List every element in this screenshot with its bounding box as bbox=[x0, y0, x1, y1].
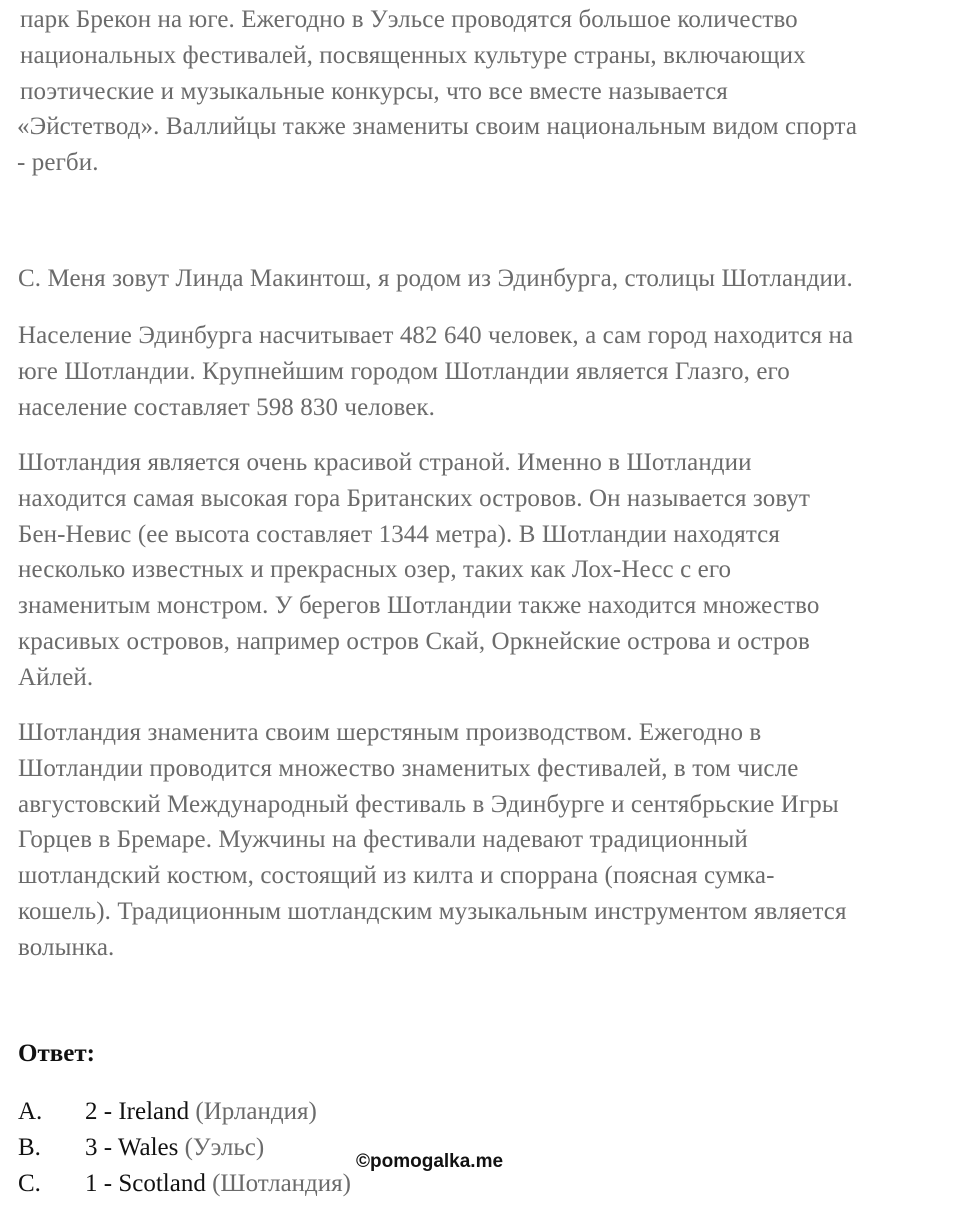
text-line: кошель). Традиционным шотландским музыкальным инструментом является bbox=[18, 897, 847, 925]
text-line: С. Меня зовут Линда Макинтош, я родом из Эдинбурга, столицы Шотландии. bbox=[18, 265, 853, 292]
text-line: Айлей. bbox=[18, 663, 94, 691]
text-line: волынка. bbox=[18, 933, 115, 961]
paragraph-scotland-culture bbox=[18, 715, 943, 966]
answer-letter: A. bbox=[18, 1098, 43, 1125]
text-line: Шотландия знаменита своим шерстяным производством. Ежегодно в bbox=[18, 719, 762, 746]
text-line: знаменитым монстром. У берегов Шотландии также находится множество bbox=[18, 592, 820, 620]
text-line: Горцев в Бремаре. Мужчины на фестивали надевают традиционный bbox=[18, 826, 748, 854]
text-line: Население Эдинбурга насчитывает 482 640 человек, а сам город находится на bbox=[18, 322, 854, 349]
answer-list bbox=[18, 1094, 351, 1202]
text-line: - регби. bbox=[17, 149, 99, 177]
answer-text: 1 - Scotland bbox=[85, 1170, 206, 1197]
text-line: юге Шотландии. Крупнейшим городом Шотландии является Глазго, его bbox=[18, 357, 790, 385]
answer-letter: B. bbox=[18, 1134, 41, 1161]
text-line: «Эйстетвод». Валлийцы также знамениты своим национальным видом спорта bbox=[17, 113, 858, 141]
watermark-text: ©pomogalka.me bbox=[356, 1151, 504, 1172]
text-line: августовский Международный фестиваль в Эдинбурге и сентябрьские Игры bbox=[18, 790, 839, 818]
text-line: национальных фестивалей, посвященных культуре страны, включающих bbox=[20, 41, 806, 69]
answer-heading: Ответ: bbox=[18, 1040, 95, 1067]
text-line: поэтические и музыкальные конкурсы, что все вместе называется bbox=[20, 77, 728, 105]
text-line: находится самая высокая гора Британских островов. Он называется зовут bbox=[18, 484, 811, 512]
text-line: Шотландии проводится множество знаменитых фестивалей, в том числе bbox=[18, 754, 799, 782]
text-line: Бен-Невис (ее высота составляет 1344 метра). В Шотландии находятся bbox=[18, 520, 780, 548]
text-line: красивых островов, например остров Скай, Оркнейские острова и остров bbox=[18, 627, 810, 655]
text-line: шотландский костюм, состоящий из килта и споррана (поясная сумка- bbox=[18, 862, 775, 890]
paragraph-scotland-nature bbox=[18, 445, 943, 696]
paragraph-wales-festivals bbox=[17, 2, 945, 181]
answer-text: 2 - Ireland bbox=[85, 1098, 190, 1125]
answer-translation: (Уэльс) bbox=[184, 1134, 265, 1161]
answer-letter: C. bbox=[18, 1170, 41, 1197]
answer-item-b bbox=[18, 1130, 351, 1166]
text-line: несколько известных и прекрасных озер, таких как Лох-Несс с его bbox=[18, 556, 732, 584]
answer-item-a bbox=[18, 1094, 351, 1130]
answer-item-c bbox=[18, 1166, 351, 1202]
paragraph-linda-intro bbox=[18, 261, 943, 297]
answer-translation: (Шотландия) bbox=[212, 1170, 351, 1197]
answer-text: 3 - Wales bbox=[85, 1134, 179, 1161]
paragraph-edinburgh-population bbox=[18, 318, 943, 425]
text-line: парк Брекон на юге. Ежегодно в Уэльсе проводятся большое количество bbox=[20, 6, 798, 33]
text-line: население составляет 598 830 человек. bbox=[18, 393, 436, 421]
answer-translation: (Ирландия) bbox=[195, 1098, 317, 1125]
text-line: Шотландия является очень красивой страной. Именно в Шотландии bbox=[18, 449, 752, 476]
